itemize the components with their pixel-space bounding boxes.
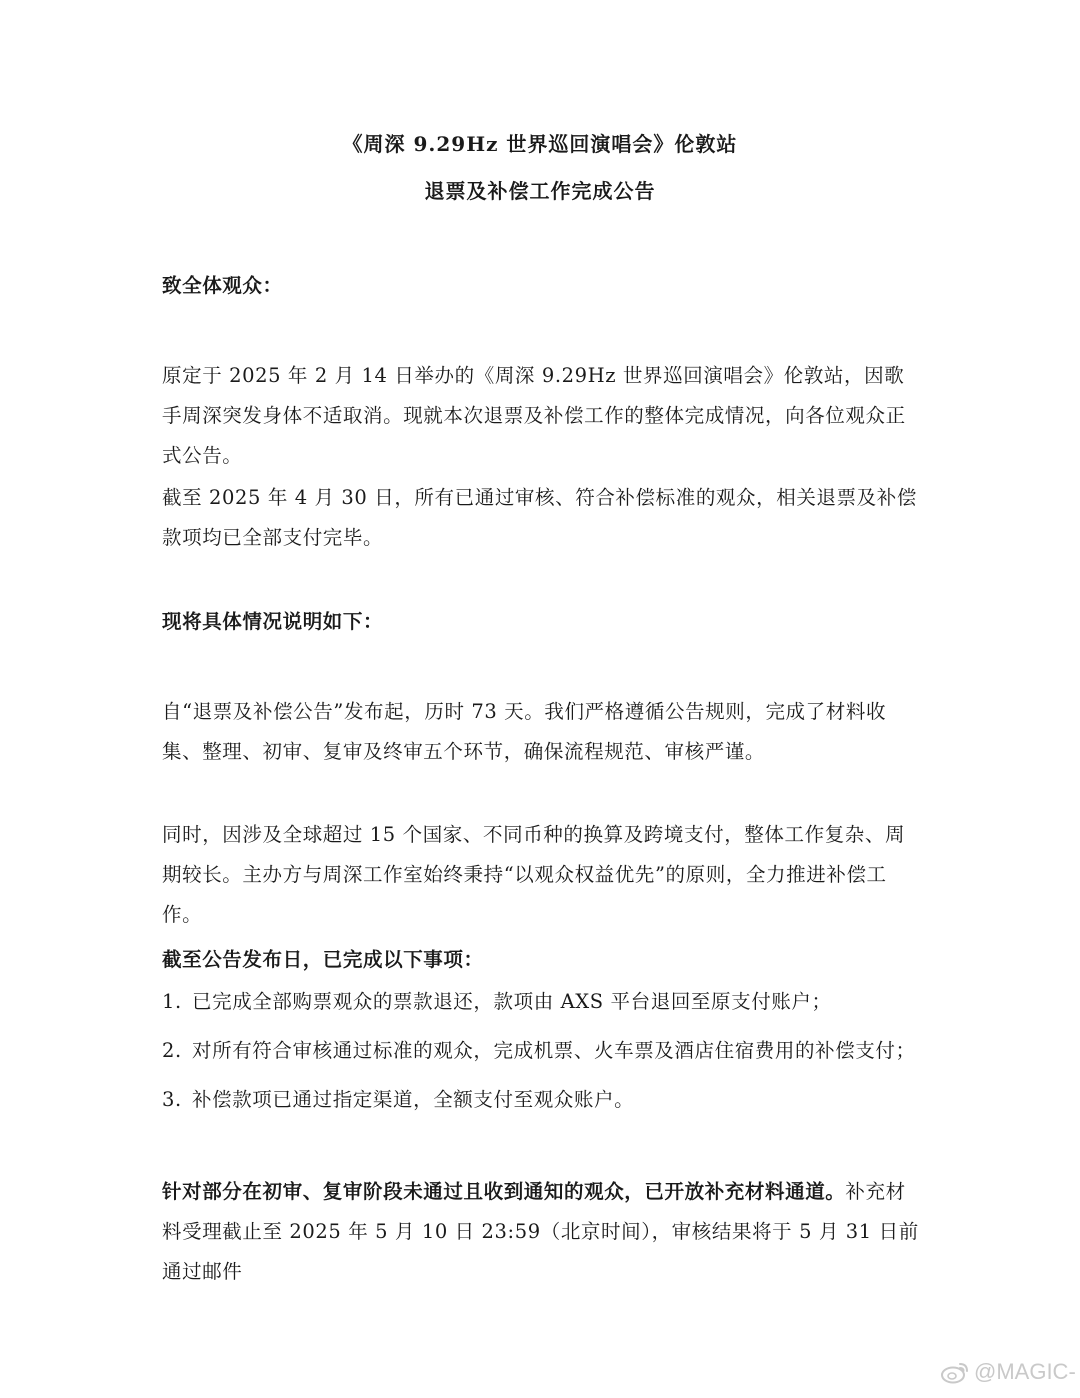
list-item-number: 3. <box>162 1088 182 1111</box>
document-title: 《周深 9.29Hz 世界巡回演唱会》伦敦站 <box>342 132 738 156</box>
list-item <box>162 1031 922 1071</box>
document-subtitle: 退票及补偿工作完成公告 <box>424 179 656 203</box>
section-heading-completed: 截至公告发布日，已完成以下事项： <box>162 948 484 971</box>
list-item-number: 1. <box>162 990 182 1013</box>
salutation: 致全体观众： <box>162 274 283 297</box>
list-item-number: 2. <box>162 1039 182 1062</box>
list-item-text: 对所有符合审核通过标准的观众，完成机票、火车票及酒店住宿费用的补偿支付； <box>192 1039 916 1062</box>
list-item <box>162 982 922 1022</box>
list-item <box>162 1080 922 1120</box>
paragraph-supplement-bold: 针对部分在初审、复审阶段未通过且收到通知的观众，已开放补充材料通道。 <box>162 1180 846 1203</box>
list-item-text: 已完成全部购票观众的票款退还，款项由 AXS 平台退回至原支付账户； <box>192 990 832 1013</box>
weibo-icon <box>940 1360 970 1384</box>
paragraph-complexity: 同时，因涉及全球超过 15 个国家、不同币种的换算及跨境支付，整体工作复杂、周期较长。主办方与周深工作室始终秉持“以观众权益优先”的原则，全力推进补偿工作。 <box>162 823 906 926</box>
watermark <box>940 1352 1080 1392</box>
watermark-text: @MAGIC- <box>974 1359 1076 1384</box>
list-item-text: 补偿款项已通过指定渠道，全额支付至观众账户。 <box>192 1088 635 1111</box>
paragraph-intro: 原定于 2025 年 2 月 14 日举办的《周深 9.29Hz 世界巡回演唱会》伦敦站，因歌手周深突发身体不适取消。现就本次退票及补偿工作的整体完成情况，向各位观众正式公告。 <box>162 364 906 467</box>
paragraph-supplement-rest: 补充材料受理截止至 2025 年 5 月 10 日 23:59（北京时间），审核结果将于 5 月 31 日前通过邮件 <box>162 1180 919 1283</box>
paragraph-process: 自“退票及补偿公告”发布起，历时 73 天。我们严格遵循公告规则，完成了材料收集、整理、初审、复审及终审五个环节，确保流程规范、审核严谨。 <box>162 700 887 763</box>
section-heading-details: 现将具体情况说明如下： <box>162 610 384 633</box>
paragraph-supplement <box>162 1172 922 1292</box>
paragraph-payment-status: 截至 2025 年 4 月 30 日，所有已通过审核、符合补偿标准的观众，相关退票及补偿款项均已全部支付完毕。 <box>162 486 917 549</box>
